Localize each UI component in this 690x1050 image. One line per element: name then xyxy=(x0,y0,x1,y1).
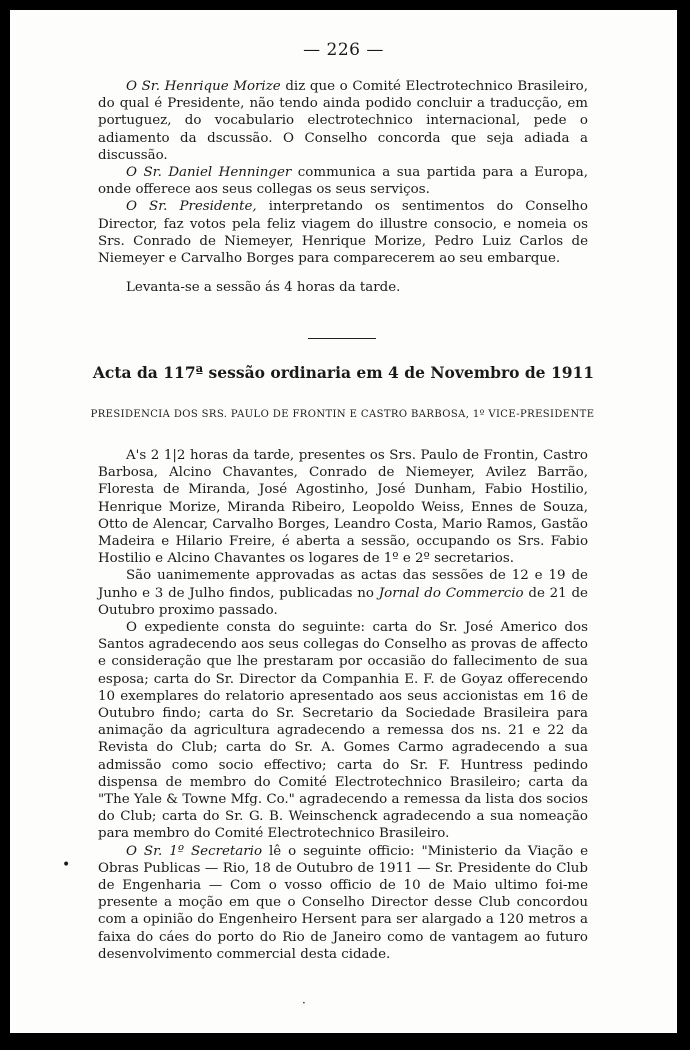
speaker-name: O Sr. Henrique Morize xyxy=(126,79,281,94)
paragraph-text: diz que o Comité Electrotechnico Brasileiro, do qual é Presidente, não tendo ainda podido concluir a traducção, em portuguez, do vocabulario electrotechnico internacional, pede o adiamento da dscussão. O Conselho concorda que seja adiada a discussão. xyxy=(98,79,588,163)
paragraph-text: interpretando os sentimentos do Conselho Director, faz votos pela feliz viagem do illustre consocio, e nomeia os Srs. Conrado de Niemeyer, Henrique Morize, Pedro Luiz Carlos de Niemeyer e Carvalho Borges para comparecerem ao seu embarque. xyxy=(98,199,588,267)
presidency-line: PRESIDENCIA DOS SRS. PAULO DE FRONTIN E CASTRO BARBOSA, 1º VICE-PRESIDENTE xyxy=(90,409,595,420)
speaker-name: O Sr. 1º Secretario xyxy=(126,843,263,859)
paragraph-presidente xyxy=(98,198,588,267)
paragraph-closing: Levanta-se a sessão ás 4 horas da tarde. xyxy=(126,280,401,296)
section-divider xyxy=(308,338,376,339)
section-title: Acta da 117ª sessão ordinaria em 4 de Novembro de 1911 xyxy=(92,363,595,382)
paragraph-text: lê o seguinte officio: "Ministerio da Viação e Obras Publicas — Rio, 18 de Outubro de 1911 — Sr. Presidente do Club de Engenharia — Com o vosso officio de 10 de Maio ultimo foi-me presente a moção em que o Conselho Director desse Club concordou com a opinião do Engenheiro Hersent para ser alargado a 120 metros a faixa do cáes do porto do Rio de Janeiro como de vantagem ao futuro desenvolvimento commercial desta cidade. xyxy=(98,843,588,962)
paragraph-henninger xyxy=(98,164,588,198)
stray-ink-mark: • xyxy=(62,857,71,873)
previous-session-text xyxy=(98,78,588,296)
paragraph-text: São uanimemente approvadas as actas das sessões de 12 e 19 de Junho e 3 de Julho findos, publicadas no xyxy=(98,568,588,601)
paragraph-attendance: A's 2 1|2 horas da tarde, presentes os Srs. Paulo de Frontin, Castro Barbosa, Alcino Chavantes, Conrado de Niemeyer, Avilez Barrão, Floresta de Miranda, José Agostinho, José Dunham, Fabio Hostilio, Henrique Morize, Miranda Ribeiro, Leopoldo Weiss, Ennes de Souza, Otto de Alencar, Carvalho Borges, Leandro Costa, Mario Ramos, Gastão Madeira e Hilario Freire, é aberta a sessão, occupando os Srs. Fabio Hostilio e Alcino Chavantes os logares de 1º e 2º secretarios. xyxy=(98,448,588,567)
paragraph-approval xyxy=(98,567,588,619)
speaker-name: O Sr. Daniel Henninger xyxy=(126,165,292,181)
paragraph-text: communica a sua partida para a Europa, onde offerece aos seus collegas os seus serviços. xyxy=(98,165,588,198)
bottom-dot-mark: · xyxy=(302,996,306,1010)
paragraph-expediente: O expediente consta do seguinte: carta do Sr. José Americo dos Santos agradecendo aos seus collegas do Conselho as provas de affecto e consideração que lhe prestaram por occasião do fallecimento de sua esposa; carta do Sr. Director da Companhia E. F. de Goyaz offerecendo 10 exemplares do relatorio apresentado aos seus accionistas em 16 de Outubro findo; carta do Sr. Secretario da Sociedade Brasileira para animação da agricultura agradecendo a remessa dos ns. 21 e 22 da Revista do Club; carta do Sr. A. Gomes Carmo agradecendo a sua admissão como socio effectivo; carta do Sr. F. Huntress pedindo dispensa de membro do Comité Electrotechnico Brasileiro; carta da "The Yale & Towne Mfg. Co." agradecendo a remessa da lista dos socios do Club; carta do Sr. G. B. Weinschenck agradecendo a sua nomeação para membro do Comité Electrotechnico Brasileiro. xyxy=(98,620,588,842)
paragraph-text: de 21 de Outubro proximo passado. xyxy=(98,585,588,618)
page-number: — 226 — xyxy=(303,40,384,60)
journal-name: Jornal do Commercio xyxy=(378,585,524,601)
speaker-name: O Sr. Presidente, xyxy=(126,199,257,215)
document-page xyxy=(10,10,677,1033)
paragraph-morize xyxy=(98,78,588,164)
paragraph-secretario xyxy=(98,843,588,963)
session-minutes-text xyxy=(98,447,588,963)
